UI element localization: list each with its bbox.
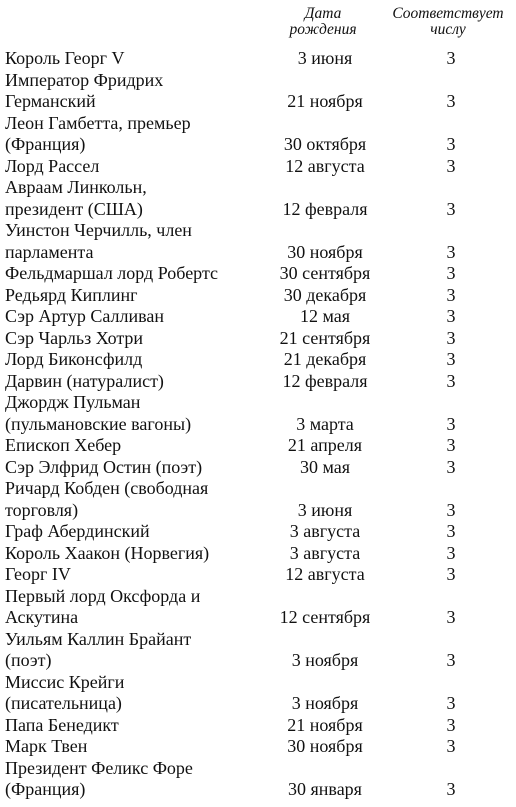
table-row — [5, 263, 515, 285]
birth-date-cell: 12 августа — [285, 564, 365, 584]
person-name-line: Сэр Артур Салливан — [5, 306, 164, 326]
person-name-line: Марк Твен — [5, 736, 88, 756]
number-cell: 3 — [446, 435, 456, 455]
birth-date-cell: 30 декабря — [283, 284, 367, 305]
person-name-line: Король Хаакон (Норвегия) — [5, 542, 210, 563]
birth-date-cell: 3 июня — [297, 499, 353, 520]
date-header-line-1: Дата — [304, 5, 342, 22]
birth-date-cell: 12 февраля — [282, 370, 368, 391]
number-cell: 3 — [446, 607, 456, 627]
person-name-cell — [5, 672, 263, 715]
person-name-cell — [5, 70, 263, 113]
person-name-cell — [5, 736, 263, 758]
birth-date-cell: 21 ноября — [287, 91, 363, 111]
person-name-line: Король Георг V — [5, 48, 125, 68]
person-name-cell — [5, 263, 263, 285]
table-row — [5, 328, 515, 350]
number-cell: 3 — [446, 564, 456, 584]
birth-date-cell: 21 ноября — [287, 714, 363, 735]
match-column-header — [380, 6, 516, 38]
person-name-cell — [5, 156, 263, 178]
birth-date-cell: 3 августа — [289, 521, 361, 541]
person-name-cell — [5, 715, 263, 737]
person-name-cell — [5, 521, 263, 543]
person-name-line: (Франция) — [5, 134, 86, 154]
person-name-cell — [5, 564, 263, 586]
birth-date-cell: 30 января — [288, 779, 362, 799]
person-name-cell — [5, 457, 263, 479]
person-name-line: (пульмановские вагоны) — [5, 413, 192, 434]
person-name-line: Дарвин (натуралист) — [5, 370, 164, 391]
number-cell: 3 — [446, 327, 456, 348]
person-name-line: Германский — [5, 91, 96, 111]
table-row — [5, 156, 515, 178]
person-name-line: Георг IV — [5, 564, 71, 584]
number-cell: 3 — [446, 542, 456, 563]
person-name-cell — [5, 371, 263, 393]
birth-date-cell: 12 мая — [299, 306, 351, 326]
person-name-line: Лорд Рассел — [5, 155, 100, 176]
person-name-cell — [5, 435, 263, 457]
person-name-cell — [5, 306, 263, 328]
birth-date-cell: 3 августа — [289, 542, 361, 563]
number-cell: 3 — [446, 91, 456, 111]
table-row — [5, 285, 515, 307]
person-name-line: Епископ Хебер — [5, 435, 122, 455]
table-row — [5, 435, 515, 457]
table-row — [5, 672, 515, 715]
person-name-line: Миссис Крейги — [5, 671, 125, 692]
person-name-line: Император Фридрих — [5, 69, 164, 90]
birth-date-cell: 30 сентября — [279, 263, 371, 283]
number-cell: 3 — [446, 241, 456, 262]
person-name-cell — [5, 177, 263, 220]
person-name-cell — [5, 629, 263, 672]
person-name-cell — [5, 285, 263, 307]
table-row — [5, 629, 515, 672]
person-name-cell — [5, 586, 263, 629]
person-name-line: Уильям Каллин Брайант — [5, 628, 192, 649]
person-name-line: Президент Феликс Форе — [5, 757, 193, 778]
person-name-line: парламента — [5, 241, 94, 262]
birth-date-cell: 3 июня — [297, 48, 353, 68]
person-name-cell — [5, 113, 263, 156]
number-cell: 3 — [446, 413, 456, 434]
person-name-cell — [5, 392, 263, 435]
person-name-line: торговля) — [5, 499, 79, 520]
number-cell: 3 — [446, 349, 456, 369]
table-row — [5, 70, 515, 113]
person-name-line: Леон Гамбетта, премьер — [5, 112, 191, 133]
number-cell: 3 — [446, 499, 456, 520]
person-name-line: (Франция) — [5, 779, 86, 799]
person-name-line: Джордж Пульман — [5, 392, 141, 412]
person-name-cell — [5, 543, 263, 565]
birth-date-cell: 30 ноября — [287, 736, 363, 756]
number-cell: 3 — [446, 306, 456, 326]
person-name-line: Авраам Линкольн, — [5, 177, 147, 197]
birth-date-cell: 3 ноября — [291, 650, 359, 670]
birth-date-cell: 21 апреля — [287, 435, 363, 455]
table-row — [5, 736, 515, 758]
person-name-line: Редьярд Киплинг — [5, 284, 138, 305]
birthdays-table — [5, 48, 515, 801]
person-name-line: (писательница) — [5, 693, 122, 713]
number-cell: 3 — [446, 779, 456, 799]
table-row — [5, 478, 515, 521]
person-name-line: Ричард Кобден (свободная — [5, 478, 209, 498]
birth-date-cell: 30 мая — [299, 456, 351, 477]
person-name-line: Граф Абердинский — [5, 521, 150, 541]
person-name-cell — [5, 48, 263, 70]
number-cell: 3 — [446, 521, 456, 541]
person-name-cell — [5, 220, 263, 263]
person-name-line: (поэт) — [5, 650, 52, 670]
table-row — [5, 306, 515, 328]
person-name-line: Сэр Элфрид Остин (поэт) — [5, 456, 203, 477]
table-row — [5, 543, 515, 565]
birth-date-cell: 12 августа — [285, 155, 365, 176]
person-name-line: президент (США) — [5, 198, 143, 219]
birth-date-cell: 21 декабря — [283, 349, 367, 369]
table-row — [5, 758, 515, 801]
number-cell: 3 — [446, 650, 456, 670]
number-cell: 3 — [446, 714, 456, 735]
match-header-line-1: Соответствует — [392, 5, 504, 22]
table-row — [5, 457, 515, 479]
person-name-cell — [5, 478, 263, 521]
table-row — [5, 586, 515, 629]
table-row — [5, 371, 515, 393]
number-cell: 3 — [446, 198, 456, 219]
person-name-line: Сэр Чарльз Хотри — [5, 327, 144, 348]
person-name-cell — [5, 349, 263, 371]
number-cell: 3 — [446, 134, 456, 154]
person-name-line: Первый лорд Оксфорда и — [5, 585, 201, 606]
table-row — [5, 392, 515, 435]
number-cell: 3 — [446, 456, 456, 477]
number-cell: 3 — [446, 736, 456, 756]
date-header-line-2: рождения — [289, 21, 357, 38]
table-row — [5, 349, 515, 371]
birth-date-cell: 12 сентября — [279, 607, 371, 627]
table-row — [5, 220, 515, 263]
table-body — [5, 48, 515, 801]
birth-date-cell: 3 марта — [296, 413, 354, 434]
number-cell: 3 — [446, 370, 456, 391]
number-cell: 3 — [446, 693, 456, 713]
person-name-line: Папа Бенедикт — [5, 714, 119, 735]
table-row — [5, 177, 515, 220]
table-row — [5, 521, 515, 543]
number-cell: 3 — [446, 155, 456, 176]
number-cell: 3 — [446, 263, 456, 283]
birth-date-cell: 12 февраля — [282, 198, 368, 219]
person-name-cell — [5, 758, 263, 801]
person-name-line: Лорд Биконсфилд — [5, 349, 143, 369]
number-cell: 3 — [446, 284, 456, 305]
birth-date-cell: 30 октября — [283, 134, 367, 154]
table-row — [5, 715, 515, 737]
birth-date-cell: 21 сентября — [279, 327, 371, 348]
table-row — [5, 113, 515, 156]
person-name-cell — [5, 328, 263, 350]
table-row — [5, 48, 515, 70]
date-column-header — [262, 6, 384, 38]
number-cell: 3 — [446, 48, 456, 68]
birth-date-cell: 3 ноября — [291, 693, 359, 713]
birth-date-cell: 30 ноября — [287, 241, 363, 262]
person-name-line: Фельдмаршал лорд Робертс — [5, 263, 219, 283]
table-row — [5, 564, 515, 586]
person-name-line: Аскутина — [5, 607, 79, 627]
match-header-line-2: числу — [430, 21, 466, 38]
person-name-line: Уинстон Черчилль, член — [5, 220, 192, 240]
